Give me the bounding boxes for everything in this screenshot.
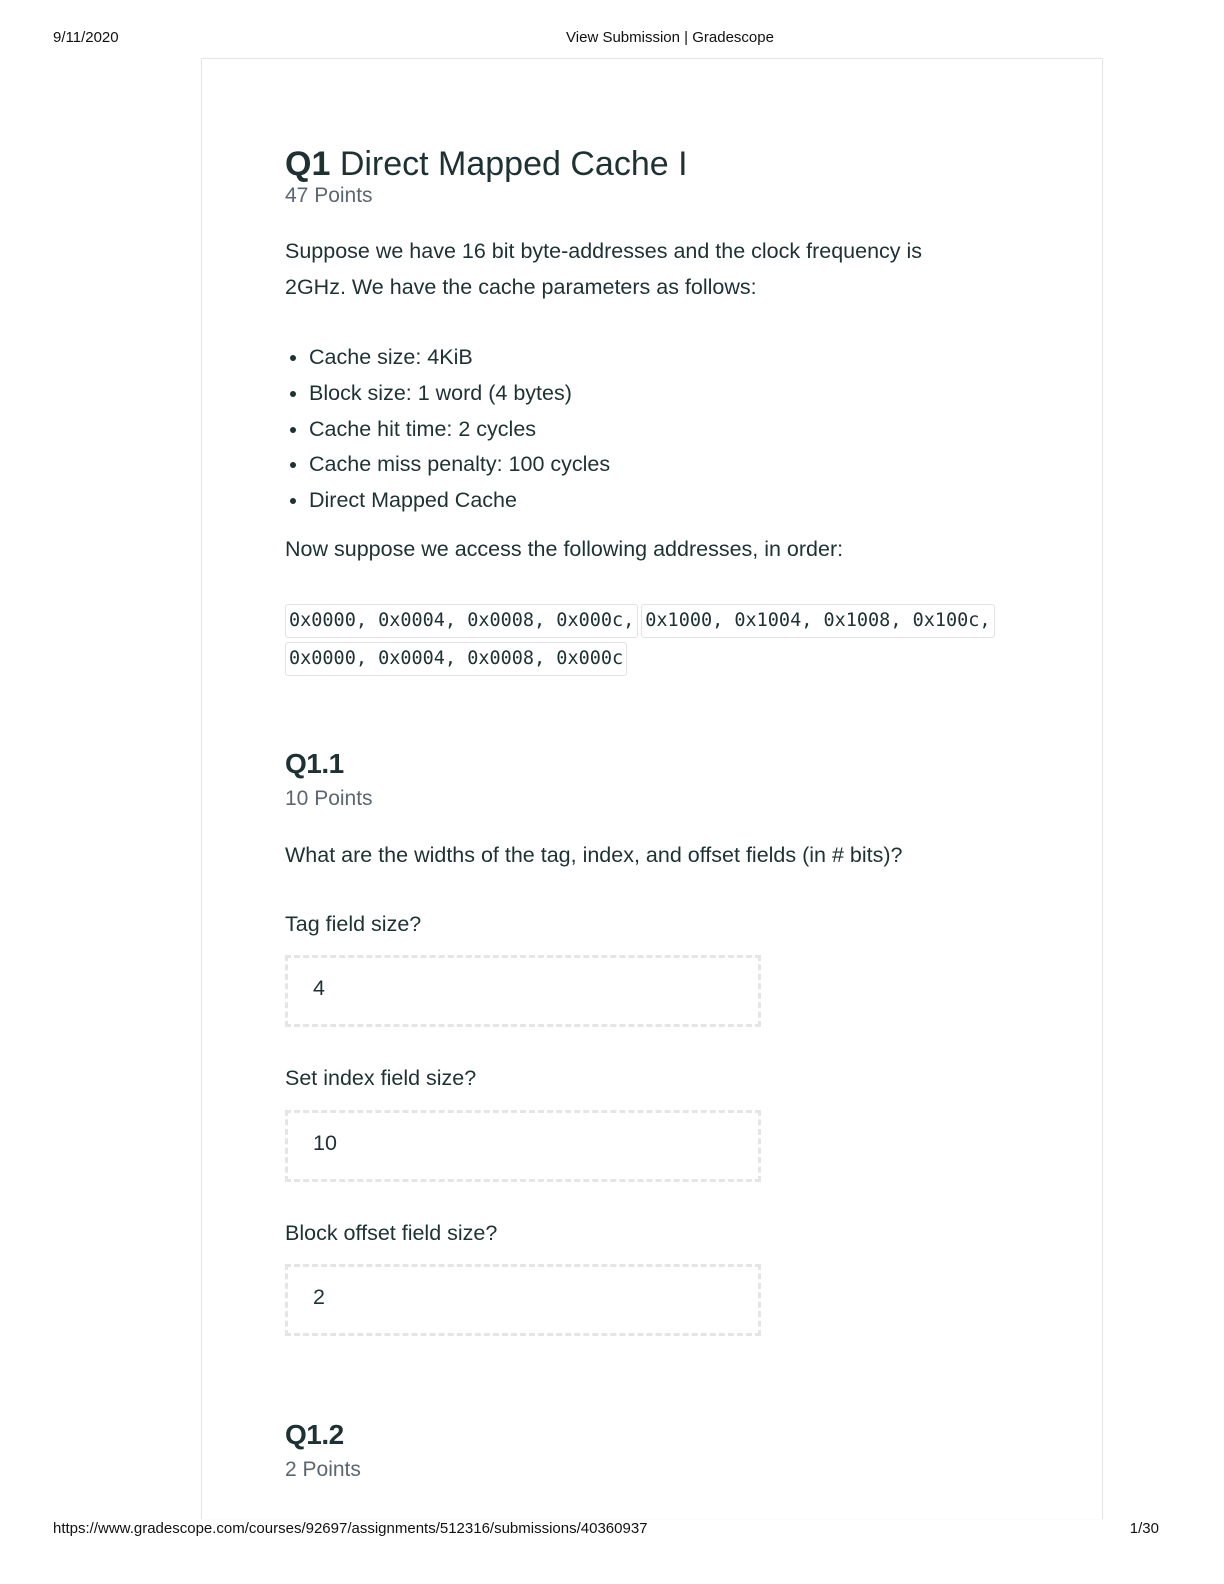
subquestion-points: 10 Points bbox=[285, 787, 373, 810]
list-item: • Block size: 1 word (4 bytes) bbox=[309, 376, 610, 412]
print-page-number: 1/30 bbox=[1129, 1520, 1159, 1537]
address-code-block: 0x1000, 0x1004, 0x1008, 0x100c, bbox=[641, 604, 994, 638]
question-number: Q1 bbox=[285, 145, 331, 183]
list-item: • Cache miss penalty: 100 cycles bbox=[309, 447, 610, 483]
question-intro-line-1: Suppose we have 16 bit byte-addresses and the clock frequency is bbox=[285, 239, 923, 263]
print-url: https://www.gradescope.com/courses/92697/assignments/512316/submissions/40360937 bbox=[53, 1520, 648, 1537]
question-points: 47 Points bbox=[285, 184, 373, 207]
question-name: Direct Mapped Cache I bbox=[339, 145, 688, 183]
list-item: • Cache hit time: 2 cycles bbox=[309, 412, 610, 448]
set-index-field-label: Set index field size? bbox=[285, 1066, 477, 1090]
print-page-title: View Submission | Gradescope bbox=[566, 29, 774, 46]
address-code-block: 0x0000, 0x0004, 0x0008, 0x000c bbox=[285, 642, 627, 676]
tag-field-answer-box[interactable] bbox=[285, 955, 761, 1027]
print-date: 9/11/2020 bbox=[53, 29, 119, 46]
access-prompt: Now suppose we access the following addresses, in order: bbox=[285, 537, 844, 561]
subquestion-title: Q1.1 bbox=[285, 748, 344, 779]
subquestion-title: Q1.2 bbox=[285, 1419, 344, 1450]
list-item: • Cache size: 4KiB bbox=[309, 340, 610, 376]
question-intro-line-2: 2GHz. We have the cache parameters as follows: bbox=[285, 275, 757, 299]
address-sequence bbox=[285, 604, 1045, 680]
set-index-field-answer-box[interactable] bbox=[285, 1110, 761, 1182]
list-item: • Direct Mapped Cache bbox=[309, 483, 610, 519]
question-title bbox=[285, 142, 688, 186]
block-offset-field-answer: 2 bbox=[313, 1285, 325, 1309]
tag-field-answer: 4 bbox=[313, 976, 325, 1000]
block-offset-field-answer-box[interactable] bbox=[285, 1264, 761, 1336]
address-code-block: 0x0000, 0x0004, 0x0008, 0x000c, bbox=[285, 604, 638, 638]
subquestion-prompt: What are the widths of the tag, index, and offset fields (in # bits)? bbox=[285, 843, 903, 867]
block-offset-field-label: Block offset field size? bbox=[285, 1221, 498, 1245]
tag-field-label: Tag field size? bbox=[285, 912, 422, 936]
subquestion-points: 2 Points bbox=[285, 1458, 361, 1481]
set-index-field-answer: 10 bbox=[313, 1131, 337, 1155]
cache-parameters-list bbox=[285, 340, 610, 519]
question-intro bbox=[285, 233, 922, 305]
